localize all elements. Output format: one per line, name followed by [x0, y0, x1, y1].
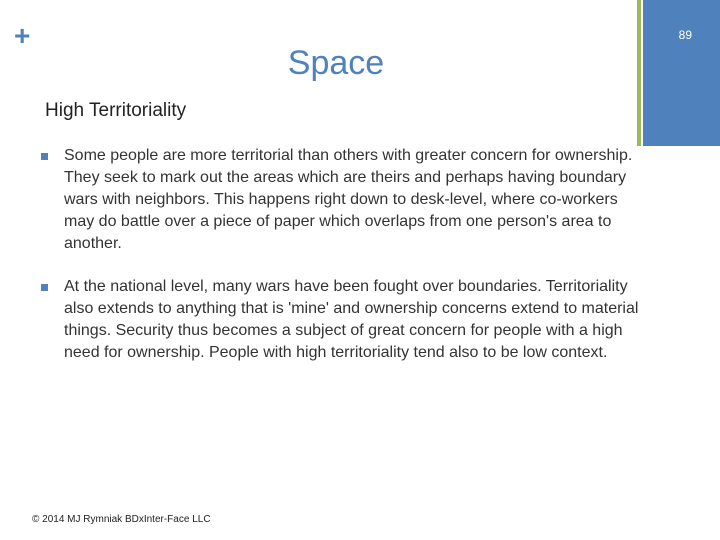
copyright-footer: © 2014 MJ Rymniak BDxInter-Face LLC [32, 514, 211, 525]
bullet-item [41, 276, 641, 364]
slide-subtitle: High Territoriality [45, 100, 187, 121]
bullet-list [41, 145, 641, 385]
bullet-text: At the national level, many wars have been fought over boundaries. Territoriality also extends to anything that is 'mine' and ownership concerns extend to material things. Security thus becomes a subject of great concern for people with a high need for ownership. People with high territoriality tend also to be low context. [64, 278, 639, 361]
bullet-text: Some people are more territorial than others with greater concern for ownership. They seek to mark out the areas which are theirs and perhaps having boundary wars with neighbors. This happens right down to desk-level, where co-workers may do battle over a piece of paper which overlaps from one person's area to another. [64, 147, 633, 252]
slide-title: Space [287, 44, 385, 82]
bullet-item [41, 145, 641, 255]
bullet-square-icon [41, 284, 48, 291]
plus-icon: + [14, 20, 31, 51]
page-number: 89 [678, 28, 692, 42]
bullet-square-icon [41, 153, 48, 160]
